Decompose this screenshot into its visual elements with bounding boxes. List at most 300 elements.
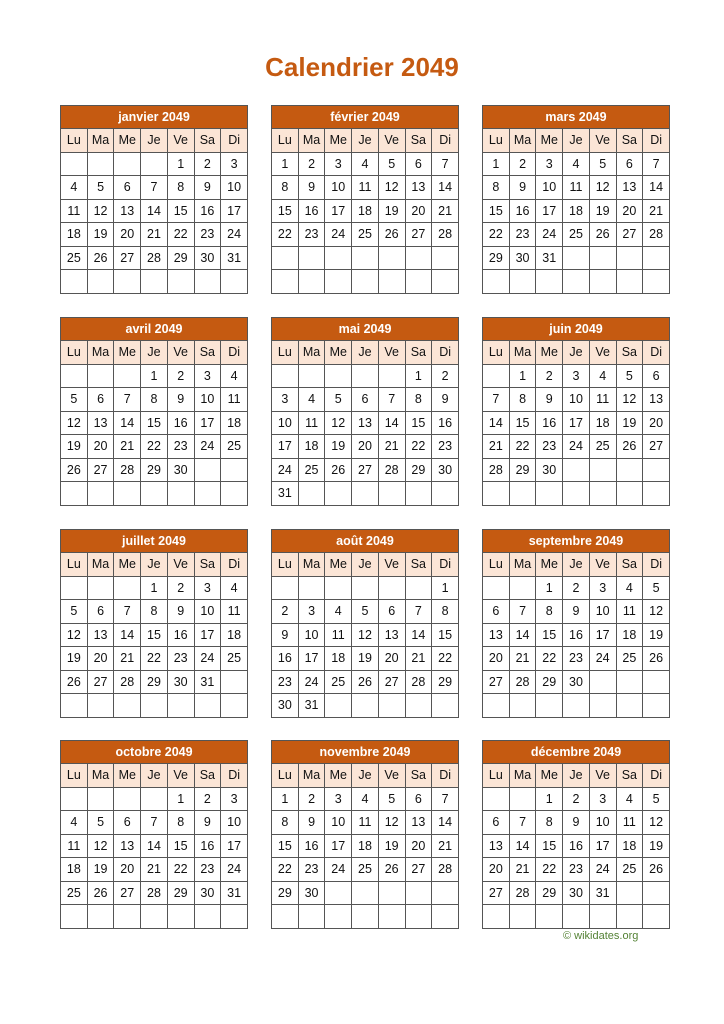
day-cell: 14 bbox=[114, 623, 141, 647]
day-cell: 9 bbox=[167, 600, 194, 624]
month-name: mai 2049 bbox=[272, 318, 459, 341]
empty-cell bbox=[167, 482, 194, 506]
day-cell: 2 bbox=[298, 787, 325, 811]
day-cell: 31 bbox=[536, 246, 563, 270]
day-cell: 25 bbox=[616, 647, 643, 671]
day-cell: 21 bbox=[432, 834, 459, 858]
empty-cell bbox=[61, 364, 88, 388]
day-cell: 13 bbox=[114, 199, 141, 223]
day-cell: 26 bbox=[643, 858, 670, 882]
day-cell: 23 bbox=[298, 858, 325, 882]
day-cell: 20 bbox=[483, 647, 510, 671]
day-cell: 11 bbox=[61, 199, 88, 223]
day-cell: 16 bbox=[536, 411, 563, 435]
empty-cell bbox=[141, 482, 168, 506]
day-cell: 4 bbox=[589, 364, 616, 388]
weekday-header: Je bbox=[141, 341, 168, 365]
day-cell: 19 bbox=[378, 199, 405, 223]
day-cell: 30 bbox=[167, 670, 194, 694]
day-cell: 9 bbox=[563, 600, 590, 624]
day-cell: 13 bbox=[114, 834, 141, 858]
empty-cell bbox=[643, 482, 670, 506]
day-cell: 13 bbox=[352, 411, 379, 435]
day-cell: 12 bbox=[87, 199, 114, 223]
day-cell: 3 bbox=[221, 787, 248, 811]
day-cell: 21 bbox=[509, 647, 536, 671]
empty-cell bbox=[405, 576, 432, 600]
empty-cell bbox=[432, 905, 459, 929]
day-cell: 27 bbox=[114, 881, 141, 905]
empty-cell bbox=[87, 905, 114, 929]
day-cell: 19 bbox=[616, 411, 643, 435]
day-cell: 28 bbox=[114, 458, 141, 482]
day-cell: 12 bbox=[643, 600, 670, 624]
day-cell: 31 bbox=[272, 482, 299, 506]
day-cell: 23 bbox=[432, 435, 459, 459]
empty-cell bbox=[298, 905, 325, 929]
day-cell: 21 bbox=[114, 435, 141, 459]
day-cell: 4 bbox=[616, 576, 643, 600]
month-name: avril 2049 bbox=[61, 318, 248, 341]
day-cell: 19 bbox=[61, 435, 88, 459]
day-cell: 13 bbox=[643, 388, 670, 412]
day-cell: 26 bbox=[378, 223, 405, 247]
day-cell: 22 bbox=[483, 223, 510, 247]
weekday-header: Di bbox=[432, 341, 459, 365]
empty-cell bbox=[61, 152, 88, 176]
day-cell: 27 bbox=[405, 223, 432, 247]
day-cell: 16 bbox=[194, 199, 221, 223]
day-cell: 6 bbox=[643, 364, 670, 388]
day-cell: 4 bbox=[221, 576, 248, 600]
empty-cell bbox=[194, 458, 221, 482]
day-cell: 24 bbox=[194, 435, 221, 459]
day-cell: 22 bbox=[272, 858, 299, 882]
month-name: septembre 2049 bbox=[483, 530, 670, 553]
day-cell: 25 bbox=[352, 858, 379, 882]
day-cell: 28 bbox=[141, 881, 168, 905]
empty-cell bbox=[325, 905, 352, 929]
day-cell: 28 bbox=[643, 223, 670, 247]
empty-cell bbox=[298, 270, 325, 294]
month-table bbox=[60, 529, 248, 718]
empty-cell bbox=[405, 881, 432, 905]
weekday-header: Sa bbox=[405, 341, 432, 365]
day-cell: 5 bbox=[87, 811, 114, 835]
weekday-header: Me bbox=[536, 129, 563, 153]
day-cell: 5 bbox=[87, 176, 114, 200]
empty-cell bbox=[61, 905, 88, 929]
empty-cell bbox=[432, 270, 459, 294]
empty-cell bbox=[563, 246, 590, 270]
day-cell: 22 bbox=[405, 435, 432, 459]
empty-cell bbox=[61, 787, 88, 811]
month-table bbox=[482, 317, 670, 506]
month-name: octobre 2049 bbox=[61, 741, 248, 764]
empty-cell bbox=[405, 905, 432, 929]
empty-cell bbox=[378, 694, 405, 718]
day-cell: 27 bbox=[405, 858, 432, 882]
day-cell: 18 bbox=[61, 223, 88, 247]
empty-cell bbox=[141, 787, 168, 811]
day-cell: 27 bbox=[616, 223, 643, 247]
day-cell: 1 bbox=[141, 576, 168, 600]
day-cell: 2 bbox=[272, 600, 299, 624]
day-cell: 24 bbox=[563, 435, 590, 459]
empty-cell bbox=[194, 270, 221, 294]
day-cell: 24 bbox=[325, 858, 352, 882]
day-cell: 16 bbox=[194, 834, 221, 858]
day-cell: 9 bbox=[509, 176, 536, 200]
weekday-header: Ma bbox=[509, 764, 536, 788]
empty-cell bbox=[221, 270, 248, 294]
day-cell: 10 bbox=[589, 600, 616, 624]
month-block bbox=[482, 740, 670, 929]
day-cell: 10 bbox=[272, 411, 299, 435]
weekday-header: Ma bbox=[87, 553, 114, 577]
weekday-header: Di bbox=[221, 553, 248, 577]
day-cell: 30 bbox=[563, 881, 590, 905]
day-cell: 3 bbox=[272, 388, 299, 412]
empty-cell bbox=[352, 576, 379, 600]
day-cell: 14 bbox=[432, 811, 459, 835]
day-cell: 29 bbox=[167, 881, 194, 905]
day-cell: 26 bbox=[616, 435, 643, 459]
day-cell: 6 bbox=[114, 176, 141, 200]
day-cell: 21 bbox=[378, 435, 405, 459]
day-cell: 8 bbox=[141, 388, 168, 412]
weekday-header: Je bbox=[563, 341, 590, 365]
day-cell: 2 bbox=[194, 787, 221, 811]
day-cell: 3 bbox=[536, 152, 563, 176]
day-cell: 24 bbox=[589, 858, 616, 882]
day-cell: 29 bbox=[432, 670, 459, 694]
day-cell: 19 bbox=[589, 199, 616, 223]
day-cell: 18 bbox=[616, 623, 643, 647]
day-cell: 26 bbox=[61, 670, 88, 694]
day-cell: 22 bbox=[509, 435, 536, 459]
day-cell: 24 bbox=[589, 647, 616, 671]
day-cell: 2 bbox=[563, 787, 590, 811]
empty-cell bbox=[61, 576, 88, 600]
day-cell: 9 bbox=[194, 176, 221, 200]
credit-text: © wikidates.org bbox=[563, 930, 639, 942]
empty-cell bbox=[298, 364, 325, 388]
day-cell: 15 bbox=[536, 623, 563, 647]
day-cell: 18 bbox=[221, 623, 248, 647]
day-cell: 11 bbox=[616, 811, 643, 835]
empty-cell bbox=[272, 364, 299, 388]
day-cell: 23 bbox=[536, 435, 563, 459]
weekday-header: Me bbox=[114, 553, 141, 577]
month-block bbox=[60, 529, 248, 718]
empty-cell bbox=[352, 694, 379, 718]
day-cell: 8 bbox=[405, 388, 432, 412]
day-cell: 28 bbox=[483, 458, 510, 482]
day-cell: 5 bbox=[352, 600, 379, 624]
day-cell: 3 bbox=[589, 576, 616, 600]
empty-cell bbox=[167, 905, 194, 929]
day-cell: 23 bbox=[194, 223, 221, 247]
empty-cell bbox=[378, 364, 405, 388]
day-cell: 13 bbox=[483, 834, 510, 858]
day-cell: 9 bbox=[272, 623, 299, 647]
empty-cell bbox=[643, 694, 670, 718]
empty-cell bbox=[432, 694, 459, 718]
day-cell: 14 bbox=[405, 623, 432, 647]
empty-cell bbox=[87, 152, 114, 176]
month-block bbox=[482, 529, 670, 718]
day-cell: 15 bbox=[509, 411, 536, 435]
day-cell: 31 bbox=[298, 694, 325, 718]
weekday-header: Sa bbox=[616, 129, 643, 153]
day-cell: 28 bbox=[378, 458, 405, 482]
day-cell: 3 bbox=[563, 364, 590, 388]
day-cell: 7 bbox=[141, 176, 168, 200]
day-cell: 30 bbox=[194, 246, 221, 270]
month-table bbox=[482, 740, 670, 929]
day-cell: 25 bbox=[352, 223, 379, 247]
day-cell: 1 bbox=[536, 576, 563, 600]
day-cell: 23 bbox=[563, 858, 590, 882]
day-cell: 31 bbox=[221, 246, 248, 270]
empty-cell bbox=[643, 905, 670, 929]
day-cell: 20 bbox=[405, 199, 432, 223]
page-title: Calendrier 2049 bbox=[265, 52, 459, 82]
empty-cell bbox=[325, 482, 352, 506]
day-cell: 6 bbox=[114, 811, 141, 835]
day-cell: 25 bbox=[221, 647, 248, 671]
day-cell: 20 bbox=[114, 223, 141, 247]
day-cell: 17 bbox=[563, 411, 590, 435]
empty-cell bbox=[589, 670, 616, 694]
empty-cell bbox=[325, 270, 352, 294]
day-cell: 2 bbox=[432, 364, 459, 388]
day-cell: 4 bbox=[298, 388, 325, 412]
day-cell: 4 bbox=[61, 176, 88, 200]
weekday-header: Me bbox=[114, 341, 141, 365]
weekday-header: Je bbox=[352, 553, 379, 577]
weekday-header: Ve bbox=[167, 553, 194, 577]
day-cell: 19 bbox=[643, 834, 670, 858]
weekday-header: Ve bbox=[589, 764, 616, 788]
day-cell: 6 bbox=[87, 600, 114, 624]
weekday-header: Lu bbox=[483, 553, 510, 577]
day-cell: 25 bbox=[325, 670, 352, 694]
weekday-header: Di bbox=[432, 129, 459, 153]
empty-cell bbox=[509, 270, 536, 294]
empty-cell bbox=[616, 670, 643, 694]
empty-cell bbox=[509, 694, 536, 718]
weekday-header: Ve bbox=[589, 129, 616, 153]
empty-cell bbox=[616, 905, 643, 929]
empty-cell bbox=[221, 694, 248, 718]
weekday-header: Lu bbox=[61, 341, 88, 365]
weekday-header: Sa bbox=[616, 553, 643, 577]
day-cell: 7 bbox=[483, 388, 510, 412]
day-cell: 19 bbox=[378, 834, 405, 858]
empty-cell bbox=[114, 364, 141, 388]
day-cell: 5 bbox=[378, 787, 405, 811]
day-cell: 13 bbox=[87, 623, 114, 647]
day-cell: 8 bbox=[272, 811, 299, 835]
day-cell: 20 bbox=[114, 858, 141, 882]
day-cell: 9 bbox=[194, 811, 221, 835]
day-cell: 2 bbox=[298, 152, 325, 176]
day-cell: 9 bbox=[432, 388, 459, 412]
day-cell: 22 bbox=[536, 647, 563, 671]
empty-cell bbox=[589, 905, 616, 929]
empty-cell bbox=[325, 576, 352, 600]
weekday-header: Di bbox=[221, 764, 248, 788]
weekday-header: Di bbox=[432, 553, 459, 577]
day-cell: 30 bbox=[298, 881, 325, 905]
day-cell: 13 bbox=[87, 411, 114, 435]
empty-cell bbox=[352, 246, 379, 270]
empty-cell bbox=[298, 576, 325, 600]
empty-cell bbox=[141, 270, 168, 294]
empty-cell bbox=[141, 905, 168, 929]
weekday-header: Me bbox=[325, 129, 352, 153]
empty-cell bbox=[643, 246, 670, 270]
day-cell: 30 bbox=[536, 458, 563, 482]
day-cell: 5 bbox=[616, 364, 643, 388]
weekday-header: Me bbox=[536, 553, 563, 577]
empty-cell bbox=[298, 482, 325, 506]
day-cell: 15 bbox=[167, 199, 194, 223]
day-cell: 27 bbox=[87, 458, 114, 482]
empty-cell bbox=[378, 246, 405, 270]
day-cell: 21 bbox=[509, 858, 536, 882]
day-cell: 30 bbox=[272, 694, 299, 718]
day-cell: 12 bbox=[352, 623, 379, 647]
empty-cell bbox=[616, 694, 643, 718]
day-cell: 29 bbox=[509, 458, 536, 482]
day-cell: 15 bbox=[272, 199, 299, 223]
day-cell: 27 bbox=[378, 670, 405, 694]
day-cell: 5 bbox=[61, 600, 88, 624]
month-name: août 2049 bbox=[272, 530, 459, 553]
weekday-header: Me bbox=[114, 764, 141, 788]
day-cell: 1 bbox=[536, 787, 563, 811]
empty-cell bbox=[563, 458, 590, 482]
empty-cell bbox=[141, 152, 168, 176]
month-name: février 2049 bbox=[272, 106, 459, 129]
day-cell: 22 bbox=[141, 647, 168, 671]
empty-cell bbox=[378, 881, 405, 905]
month-name: janvier 2049 bbox=[61, 106, 248, 129]
day-cell: 20 bbox=[405, 834, 432, 858]
day-cell: 5 bbox=[378, 152, 405, 176]
day-cell: 23 bbox=[563, 647, 590, 671]
day-cell: 17 bbox=[298, 647, 325, 671]
empty-cell bbox=[483, 576, 510, 600]
day-cell: 24 bbox=[194, 647, 221, 671]
empty-cell bbox=[325, 246, 352, 270]
empty-cell bbox=[616, 458, 643, 482]
empty-cell bbox=[298, 246, 325, 270]
day-cell: 27 bbox=[643, 435, 670, 459]
day-cell: 29 bbox=[536, 670, 563, 694]
empty-cell bbox=[114, 576, 141, 600]
day-cell: 6 bbox=[87, 388, 114, 412]
day-cell: 17 bbox=[325, 199, 352, 223]
empty-cell bbox=[194, 482, 221, 506]
day-cell: 21 bbox=[405, 647, 432, 671]
day-cell: 26 bbox=[325, 458, 352, 482]
month-block bbox=[271, 317, 459, 506]
day-cell: 4 bbox=[352, 152, 379, 176]
month-name: juin 2049 bbox=[483, 318, 670, 341]
weekday-header: Lu bbox=[272, 341, 299, 365]
day-cell: 14 bbox=[378, 411, 405, 435]
weekday-header: Lu bbox=[61, 553, 88, 577]
day-cell: 25 bbox=[61, 246, 88, 270]
empty-cell bbox=[483, 364, 510, 388]
weekday-header: Di bbox=[221, 129, 248, 153]
empty-cell bbox=[272, 270, 299, 294]
empty-cell bbox=[432, 482, 459, 506]
day-cell: 10 bbox=[221, 176, 248, 200]
weekday-header: Ma bbox=[87, 764, 114, 788]
day-cell: 24 bbox=[536, 223, 563, 247]
day-cell: 6 bbox=[405, 787, 432, 811]
day-cell: 16 bbox=[272, 647, 299, 671]
empty-cell bbox=[589, 458, 616, 482]
weekday-header: Ma bbox=[87, 129, 114, 153]
day-cell: 9 bbox=[298, 176, 325, 200]
day-cell: 2 bbox=[563, 576, 590, 600]
day-cell: 14 bbox=[114, 411, 141, 435]
day-cell: 11 bbox=[352, 176, 379, 200]
day-cell: 28 bbox=[432, 858, 459, 882]
month-block bbox=[60, 105, 248, 294]
day-cell: 29 bbox=[167, 246, 194, 270]
empty-cell bbox=[378, 270, 405, 294]
day-cell: 7 bbox=[378, 388, 405, 412]
day-cell: 12 bbox=[643, 811, 670, 835]
weekday-header: Sa bbox=[405, 764, 432, 788]
month-block bbox=[271, 105, 459, 294]
day-cell: 30 bbox=[563, 670, 590, 694]
day-cell: 11 bbox=[325, 623, 352, 647]
empty-cell bbox=[509, 905, 536, 929]
day-cell: 9 bbox=[563, 811, 590, 835]
empty-cell bbox=[87, 694, 114, 718]
day-cell: 13 bbox=[405, 176, 432, 200]
empty-cell bbox=[563, 482, 590, 506]
day-cell: 12 bbox=[616, 388, 643, 412]
weekday-header: Je bbox=[563, 764, 590, 788]
day-cell: 4 bbox=[563, 152, 590, 176]
day-cell: 6 bbox=[378, 600, 405, 624]
day-cell: 10 bbox=[194, 388, 221, 412]
weekday-header: Sa bbox=[405, 129, 432, 153]
day-cell: 1 bbox=[272, 787, 299, 811]
weekday-header: Di bbox=[643, 764, 670, 788]
empty-cell bbox=[87, 787, 114, 811]
empty-cell bbox=[536, 694, 563, 718]
day-cell: 26 bbox=[378, 858, 405, 882]
day-cell: 3 bbox=[325, 152, 352, 176]
day-cell: 8 bbox=[167, 811, 194, 835]
empty-cell bbox=[114, 152, 141, 176]
day-cell: 23 bbox=[509, 223, 536, 247]
empty-cell bbox=[483, 787, 510, 811]
day-cell: 24 bbox=[221, 223, 248, 247]
day-cell: 27 bbox=[352, 458, 379, 482]
day-cell: 29 bbox=[141, 670, 168, 694]
